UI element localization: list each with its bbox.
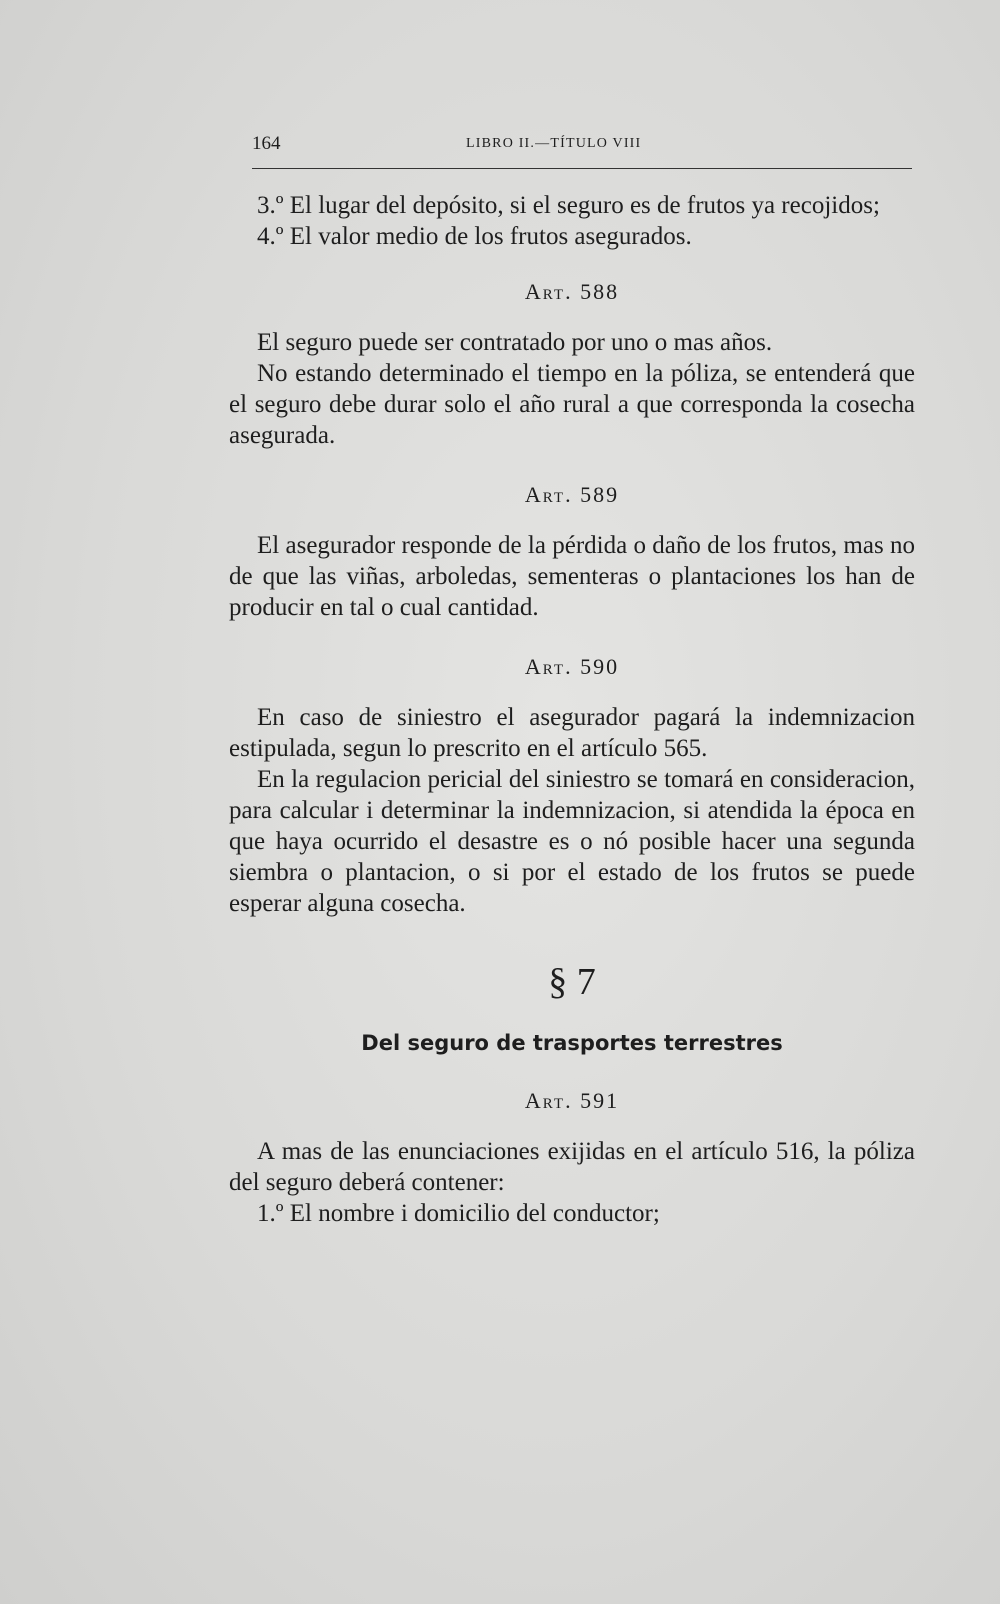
paragraph: En la regulacion pericial del siniestro se tomará en consideracion, para calcular i determinar la indemnizacion, si atendida la época en que haya ocurrido el desastre es o nó posible hacer una segunda siembra o plantacion, o si por el estado de los frutos se puede esperar alguna cosecha. [229,766,915,917]
article-heading: Art. 590 [524,654,620,679]
paragraph: A mas de las enunciaciones exijidas en el artículo 516, la póliza del seguro deberá contener: [229,1138,915,1196]
article-heading: Art. 588 [524,279,620,304]
section-title: Del seguro de trasportes terrestres [361,1031,783,1055]
running-header [252,130,912,169]
section-mark: § 7 [548,961,596,1003]
paragraph: 3.º El lugar del depósito, si el seguro es de frutos ya recojidos; [257,192,880,219]
running-title: LIBRO II.—TÍTULO VIII [466,136,642,151]
paragraph: En caso de siniestro el asegurador pagará la indemnizacion estipulada, segun lo prescrito en el artículo 565. [229,704,915,762]
article-heading: Art. 589 [524,482,620,507]
paragraph: 1.º El nombre i domicilio del conductor; [257,1200,660,1227]
paragraph: El asegurador responde de la pérdida o daño de los frutos, mas no de que las viñas, arboledas, sementeras o plantaciones los han de producir en tal o cual cantidad. [229,532,915,621]
body-text [229,190,915,1229]
page-number: 164 [252,133,281,154]
paragraph: El seguro puede ser contratado por uno o mas años. [257,329,773,356]
paragraph: 4.º El valor medio de los frutos asegurados. [257,223,692,250]
article-heading: Art. 591 [524,1088,620,1113]
paragraph: No estando determinado el tiempo en la póliza, se entenderá que el seguro debe durar solo el año rural a que corresponda la cosecha asegurada. [229,360,915,449]
